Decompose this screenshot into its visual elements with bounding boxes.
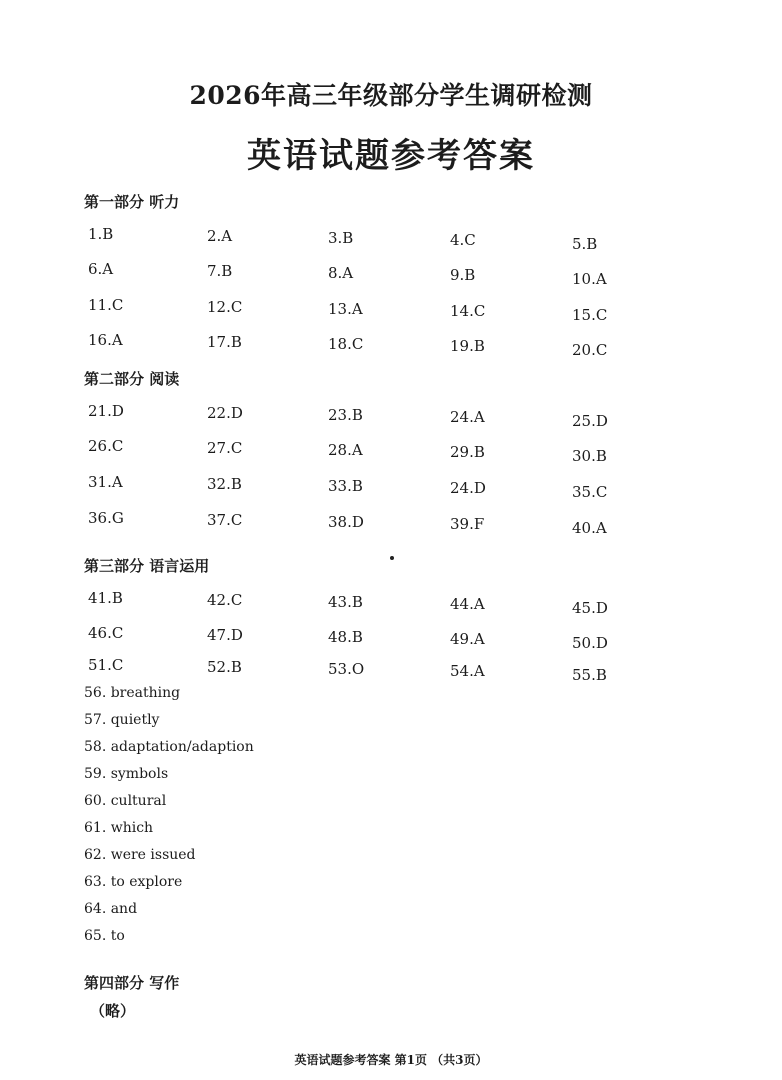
answer-item: 30.B (572, 447, 607, 465)
answer-item: 14.C (450, 302, 486, 320)
answer-item: 55.B (572, 666, 607, 684)
answer-item: 53.O (328, 660, 365, 678)
answer-item: 24.D (450, 479, 486, 497)
fill-in-item: 64. and (84, 901, 138, 917)
answer-item: 41.B (88, 589, 123, 607)
page-footer: 英语试题参考答案 第1页 （共3页） (294, 1053, 488, 1067)
answer-item: 19.B (450, 337, 485, 355)
answer-item: 10.A (572, 270, 607, 288)
stray-mark (390, 556, 394, 560)
section-listening-heading: 第一部分 听力 (84, 193, 180, 211)
answer-key-title: 英语试题参考答案 (247, 136, 535, 176)
answer-item: 40.A (572, 519, 607, 537)
answer-item: 29.B (450, 443, 485, 461)
fill-in-item: 57. quietly (84, 712, 160, 728)
answer-item: 38.D (328, 513, 364, 531)
answer-item: 50.D (572, 634, 608, 652)
fill-in-item: 61. which (84, 820, 154, 836)
answer-item: 12.C (207, 298, 243, 316)
answer-item: 20.C (572, 341, 608, 359)
answer-item: 43.B (328, 593, 363, 611)
answer-item: 32.B (207, 475, 242, 493)
answer-item: 39.F (450, 515, 485, 533)
answer-item: 9.B (450, 266, 476, 284)
answer-item: 15.C (572, 306, 608, 324)
fill-in-item: 63. to explore (84, 874, 183, 890)
answer-item: 52.B (207, 658, 242, 676)
answer-item: 25.D (572, 412, 608, 430)
fill-in-item: 65. to (84, 928, 125, 944)
answer-item: 42.C (207, 591, 243, 609)
fill-in-item: 59. symbols (84, 766, 169, 782)
answer-item: 46.C (88, 624, 124, 642)
answer-item: 33.B (328, 477, 363, 495)
answer-item: 27.C (207, 439, 243, 457)
answer-item: 44.A (450, 595, 485, 613)
writing-omitted-note: （略） (90, 1002, 136, 1020)
exam-title: 2026年高三年级部分学生调研检测 (189, 81, 593, 110)
answer-item: 31.A (88, 473, 123, 491)
fill-in-item: 60. cultural (84, 793, 167, 809)
section-language-use-heading: 第三部分 语言运用 (84, 557, 210, 575)
section-reading-heading: 第二部分 阅读 (84, 370, 180, 388)
answer-item: 23.B (328, 406, 363, 424)
answer-item: 11.C (88, 296, 124, 314)
answer-item: 13.A (328, 300, 363, 318)
section-writing-heading: 第四部分 写作 (84, 974, 180, 992)
answer-item: 49.A (450, 630, 485, 648)
answer-item: 36.G (88, 509, 124, 527)
answer-item: 26.C (88, 437, 124, 455)
answer-item: 18.C (328, 335, 364, 353)
answer-item: 5.B (572, 235, 598, 253)
answer-item: 2.A (207, 227, 233, 245)
answer-item: 28.A (328, 441, 363, 459)
fill-in-item: 62. were issued (84, 847, 196, 863)
answer-item: 48.B (328, 628, 363, 646)
answer-item: 6.A (88, 260, 114, 278)
answer-item: 21.D (88, 402, 124, 420)
answer-item: 17.B (207, 333, 242, 351)
answer-item: 1.B (88, 225, 114, 243)
answer-item: 22.D (207, 404, 243, 422)
answer-item: 16.A (88, 331, 123, 349)
fill-in-item: 56. breathing (84, 685, 181, 701)
answer-item: 24.A (450, 408, 485, 426)
answer-item: 7.B (207, 262, 233, 280)
answer-item: 3.B (328, 229, 354, 247)
answer-item: 35.C (572, 483, 608, 501)
answer-item: 4.C (450, 231, 476, 249)
answer-item: 37.C (207, 511, 243, 529)
answer-item: 51.C (88, 656, 124, 674)
answer-item: 45.D (572, 599, 608, 617)
answer-item: 8.A (328, 264, 354, 282)
answer-item: 47.D (207, 626, 243, 644)
fill-in-item: 58. adaptation/adaption (84, 739, 254, 755)
answer-item: 54.A (450, 662, 485, 680)
